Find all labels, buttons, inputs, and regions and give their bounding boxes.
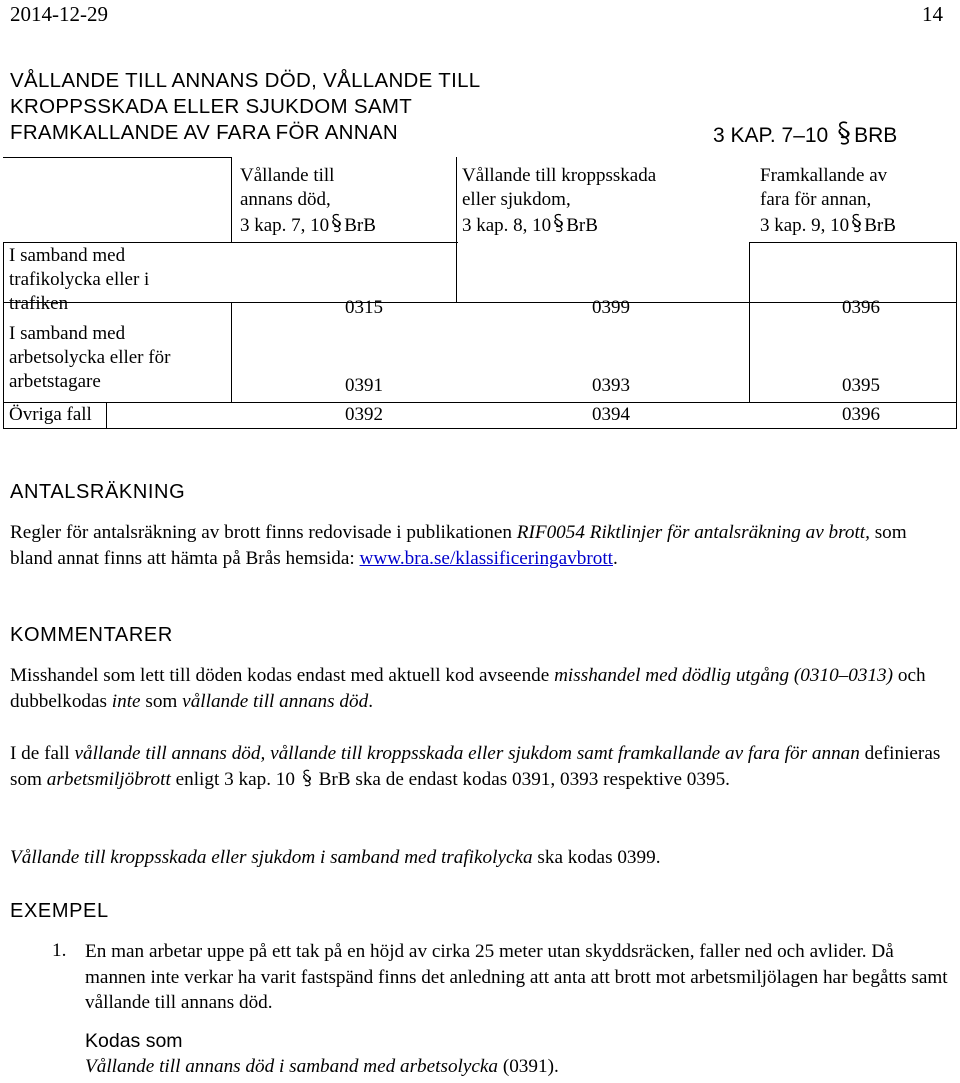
example-code-tail: (0391). <box>498 1056 559 1077</box>
table-border-top-left <box>3 157 231 158</box>
row-label-work <box>9 322 170 394</box>
antal-paragraph <box>10 520 950 571</box>
column-header-2-ref-post: BrB <box>566 215 598 236</box>
column-header-3 <box>760 164 896 241</box>
code-cell: 0315 <box>345 297 383 318</box>
heading-kommentarer: KOMMENTARER <box>10 624 173 646</box>
k1-text-1: Misshandel som lett till döden kodas endast med aktuell kod avseende <box>10 665 555 686</box>
column-header-3-ref-pre: 3 kap. 9, 10 <box>760 215 850 236</box>
row-label-traffic <box>9 244 149 316</box>
antal-text-1: Regler för antalsräkning av brott finns redovisade i publikationen <box>10 522 517 543</box>
kodas-som-label: Kodas som <box>85 1030 183 1052</box>
row-label-work-line-1: I samband med <box>9 323 126 344</box>
code-cell: 0396 <box>842 404 880 425</box>
table-divider-row2-b <box>749 302 750 402</box>
table-divider-col2-row1 <box>456 242 457 302</box>
row-label-traffic-line-1: I samband med <box>9 245 126 266</box>
k2-italic-1: vållande till annans död, vållande till kroppsskada eller sjukdom samt framkallande av fara för annan <box>74 743 860 764</box>
kommentar-paragraph-1 <box>10 663 950 714</box>
code-cell: 0399 <box>592 297 630 318</box>
k1-italic-2: inte <box>111 690 141 712</box>
antal-text-2: som bland annat finns att hämta på Brås hemsida: <box>10 522 907 569</box>
column-header-2-line-2: eller sjukdom, <box>462 189 571 210</box>
chapter-ref-dash: – <box>793 124 805 147</box>
k3-text-1: ska kodas 0399. <box>532 847 661 868</box>
code-cell: 0395 <box>842 375 880 396</box>
column-header-1-ref-post: BrB <box>344 215 376 236</box>
page-number: 14 <box>922 2 943 26</box>
column-header-1-line-2: annans död, <box>240 189 331 210</box>
k2-text-2: definieras som <box>10 743 941 790</box>
code-cell: 0396 <box>842 297 880 318</box>
k1-text-2: och dubbelkodas <box>10 665 926 712</box>
table-divider-col3-row1 <box>749 242 750 302</box>
column-header-3-ref-post: BrB <box>864 215 896 236</box>
table-divider-row3 <box>106 402 107 429</box>
example-code <box>85 1054 955 1080</box>
heading-antalsrakning: ANTALSRÄKNING <box>10 481 186 503</box>
code-cell: 0394 <box>592 404 630 425</box>
column-header-1 <box>240 164 376 241</box>
section-sign-icon <box>302 768 312 796</box>
k3-italic-1: Vållande till kroppsskada eller sjukdom i samband med trafikolycka <box>10 847 533 868</box>
k1-italic-3: vållande till annans död <box>182 690 369 712</box>
section-sign-icon <box>331 212 342 241</box>
k2-italic-2: arbetsmiljöbrott <box>46 768 171 790</box>
example-number: 1. <box>52 940 67 961</box>
table-divider-col2 <box>456 157 457 242</box>
table-hline-row3 <box>3 402 957 403</box>
row-label-traffic-line-3: trafiken <box>9 293 69 314</box>
bra-link[interactable]: www.bra.se/klassificeringavbrott <box>359 547 613 569</box>
example-text: En man arbetar uppe på ett tak på en höjd av cirka 25 meter utan skyddsräcken, faller ned och avlider. Då mannen inte verkar ha varit fastspänd finns det anledning att anta att brott mot arbetsmiljölagen har begåtts samt vållande till annans död. <box>85 941 948 1013</box>
k1-text-4: . <box>368 690 373 712</box>
code-cell: 0392 <box>345 404 383 425</box>
chapter-ref-pre: 3 KAP. 7 <box>713 124 794 147</box>
row-label-traffic-line-2: trafikolycka eller i <box>9 269 150 290</box>
antal-publication: RIF0054 Riktlinjer för antalsräkning av brott, <box>516 522 870 543</box>
title-line-2: KROPPSSKADA ELLER SJUKDOM SAMT <box>10 95 413 118</box>
row-label-work-line-2: arbetsolycka eller för <box>9 347 171 368</box>
row-label-other: Övriga fall <box>9 404 92 425</box>
k2-text-3: enligt 3 kap. 10 <box>170 768 300 790</box>
kommentar-paragraph-2 <box>10 741 950 795</box>
section-sign-icon <box>837 120 851 152</box>
table-border-left <box>3 242 4 429</box>
example-code-italic: Vållande till annans död i samband med arbetsolycka <box>85 1056 499 1077</box>
k2-text-1: I de fall <box>10 743 75 764</box>
column-header-3-line-2: fara för annan, <box>760 189 872 210</box>
chapter-ref-post: 10 <box>804 124 829 147</box>
code-cell: 0393 <box>592 375 630 396</box>
title-line-1: VÅLLANDE TILL ANNANS DÖD, VÅLLANDE TILL <box>10 69 481 92</box>
column-header-1-ref <box>240 212 376 241</box>
chapter-reference <box>713 120 897 152</box>
k2-text-4: BrB ska de endast kodas 0391, 0393 respektive 0395. <box>313 768 730 790</box>
column-header-1-line-1: Vållande till <box>240 165 335 186</box>
table-border-bottom <box>3 428 957 429</box>
column-header-3-line-1: Framkallande av <box>760 165 888 186</box>
k1-italic-1: misshandel med dödlig utgång (0310–0313) <box>554 665 894 686</box>
section-title <box>10 68 480 146</box>
table-divider-label <box>231 157 232 242</box>
title-line-3: FRAMKALLANDE AV FARA FÖR ANNAN <box>10 121 398 144</box>
document-date: 2014-12-29 <box>10 2 108 26</box>
column-header-3-ref <box>760 212 896 241</box>
section-sign-icon <box>851 212 862 241</box>
chapter-ref-end: BRB <box>854 124 898 147</box>
heading-exempel: EXEMPEL <box>10 900 109 922</box>
table-divider-row2-a <box>231 302 232 402</box>
antal-text-3: . <box>613 547 618 569</box>
section-sign-icon <box>553 212 564 241</box>
column-header-2-ref-pre: 3 kap. 8, 10 <box>462 215 552 236</box>
column-header-2-line-1: Vållande till kroppsskada <box>462 165 657 186</box>
code-table <box>3 157 958 429</box>
code-cell: 0391 <box>345 375 383 396</box>
column-header-2 <box>462 164 656 241</box>
table-hline-row1 <box>3 242 458 243</box>
row-label-work-line-3: arbetstagare <box>9 371 101 392</box>
k1-text-3: som <box>140 690 183 712</box>
table-hline-row1-right <box>749 242 957 243</box>
column-header-2-ref <box>462 212 656 241</box>
kommentar-paragraph-3 <box>10 845 950 871</box>
column-header-1-ref-pre: 3 kap. 7, 10 <box>240 215 330 236</box>
table-border-right <box>956 242 957 429</box>
